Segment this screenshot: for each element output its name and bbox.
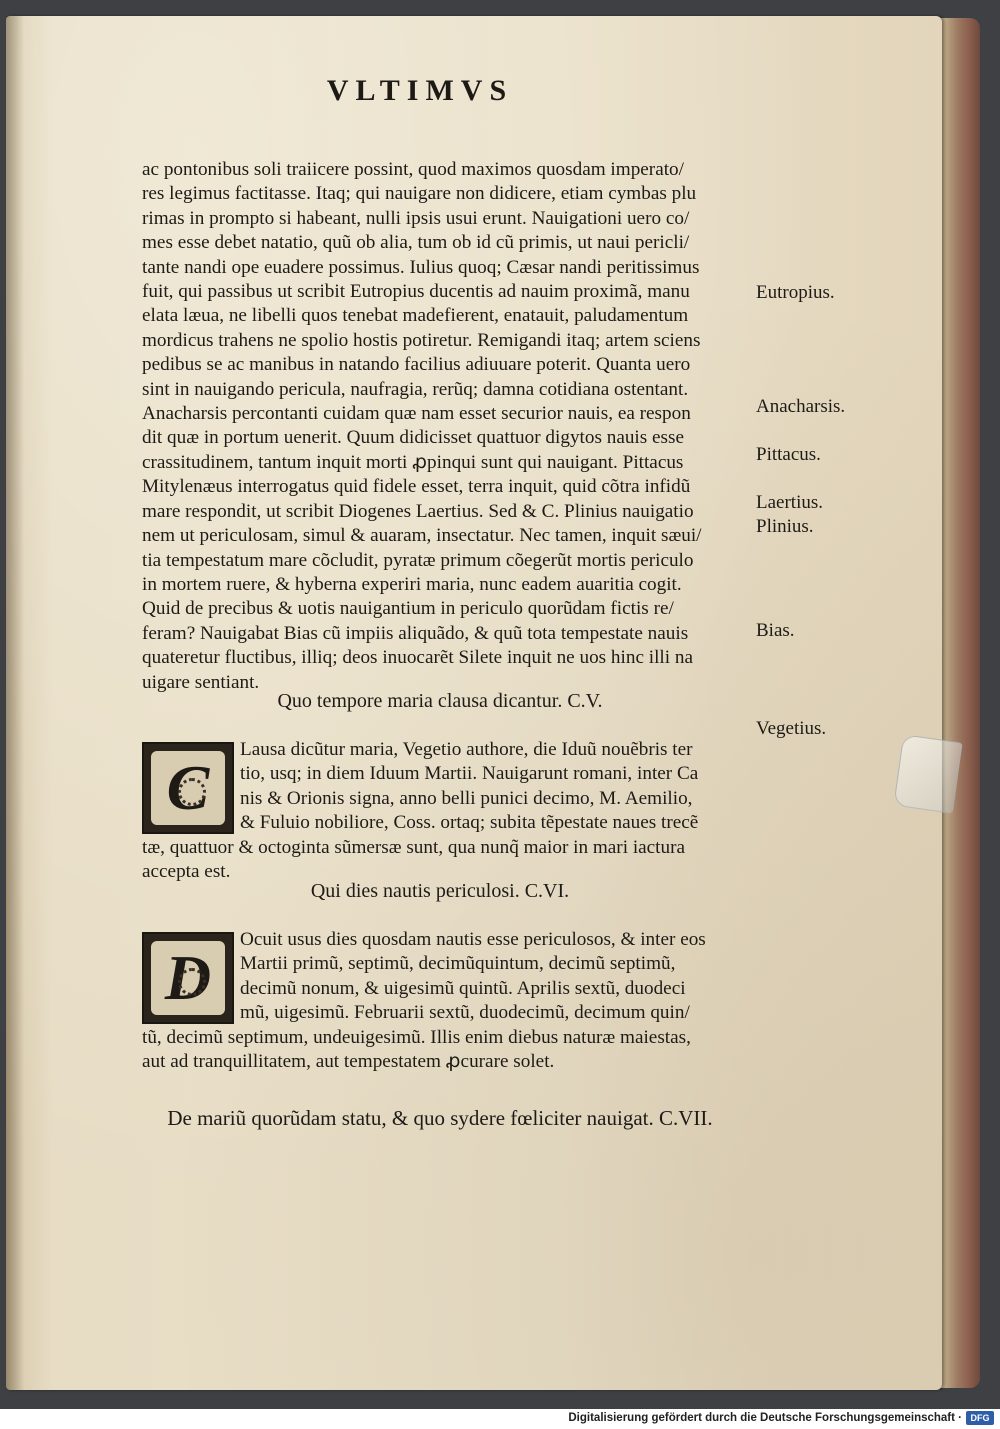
text-line: fuit, qui passibus ut scribit Eutropius ducentis ad nauim proximã, manu	[142, 281, 690, 303]
text-line: nis & Orionis signa, anno belli punici decimo, M. Aemilio,	[240, 787, 693, 809]
chapter-heading-cvii: De mariũ quorũdam statu, & quo sydere fœliciter nauigat. C.VII.	[167, 1106, 713, 1130]
margin-note-pittacus: Pittacus.	[756, 444, 821, 465]
margin-note-bias: Bias.	[756, 620, 795, 641]
text-line: in mortem ruere, & hyberna experiri maria, nunc eadem auaritia cogit.	[142, 573, 682, 595]
margin-note-laertius: Laertius.	[756, 492, 824, 513]
gutter-shadow	[6, 16, 24, 1390]
text-line: Martii primũ, septimũ, decimũquintum, decimũ septimũ,	[240, 953, 676, 975]
initial-letter: D	[164, 942, 212, 1013]
chapter-cv-lines	[142, 738, 738, 884]
text-line: feram? Nauigabat Bias cũ impiis aliquãdo, & quũ tota tempestate nauis	[142, 622, 689, 644]
body-paragraph	[142, 158, 738, 695]
text-line: & Fuluio nobiliore, Coss. ortaq; subita tẽpestate naues trecẽ	[240, 812, 699, 834]
initial-letter: C	[166, 752, 210, 823]
text-line: res legimus factitasse. Itaq; qui nauigare non didicere, etiam cymbas plu	[142, 183, 697, 205]
text-line: Anacharsis percontanti cuidam quæ nam esset securior nauis, ea respon	[142, 403, 691, 425]
text-line: decimũ nonum, & uigesimũ quintũ. Aprilis sextũ, duodeci	[240, 977, 686, 999]
text-line: ac pontonibus soli traiicere possint, quod maximos quosdam imperato/	[142, 159, 684, 180]
text-line: Ocuit usus dies quosdam nautis esse periculosos, & inter eos	[240, 929, 706, 950]
text-line: tante nandi ope euadere possimus. Iulius quoq; Cæsar nandi peritissimus	[142, 256, 700, 278]
text-line: crassitudinem, tantum inquit morti ꝓpinqui sunt qui nauigant. Pittacus	[142, 451, 684, 473]
text-line: tæ, quattuor & octoginta sũmersæ sunt, qua nunq̃ maior in mari iactura	[142, 836, 686, 858]
text-line: mordicus trahens ne spolio hostis potiretur. Remigandi itaq; artem sciens	[142, 329, 701, 351]
text-line: dit quæ in portum uenerit. Quum didicisset quattuor digytos nauis esse	[142, 427, 684, 449]
plastic-clip	[893, 734, 962, 814]
text-line: Lausa dicũtur maria, Vegetio authore, die Iduũ nouẽbris ter	[240, 739, 693, 760]
text-line: Mitylenæus interrogatus quid fidele esset, terra inquit, quid cõtra infidũ	[142, 476, 691, 498]
text-line: pedibus se ac manibus in natando facilius adiuuare poterit. Quanta uero	[142, 354, 691, 376]
text-line: quateretur fluctibus, illiq; deos inuocarẽt Silete inquit ne uos hinc illi na	[142, 647, 693, 669]
chapter-cvi-lines	[142, 928, 738, 1074]
text-line: mes esse debet natatio, quũ ob alia, tum ob id cũ primis, ut naui pericli/	[142, 232, 690, 254]
text-line: elata læua, ne libelli quos tenebat madefierent, enatauit, paludamentum	[142, 305, 689, 327]
text-line: uigare sentiant.	[142, 671, 260, 693]
text-line: sint in nauigando pericula, naufragia, rerũq; damna cotidiana ostentant.	[142, 378, 689, 400]
text-line: rimas in prompto si habeant, nulli ipsis usui erunt. Nauigationi uero co/	[142, 207, 690, 229]
text-line: tia tempestatum mare cõcludit, pyratæ primum cõegerũt mortis periculo	[142, 549, 694, 571]
dfg-logo: DFG	[966, 1411, 994, 1425]
margin-note-eutropius: Eutropius.	[756, 282, 835, 303]
text-line: accepta est.	[142, 861, 231, 883]
text-line: tio, usq; in diem Iduum Martii. Nauigarunt romani, inter Ca	[240, 763, 699, 785]
margin-note-vegetius: Vegetius.	[756, 718, 827, 739]
margin-note-anacharsis: Anacharsis.	[756, 396, 846, 417]
running-head: VLTIMVS	[326, 74, 514, 107]
text-line: mare respondit, ut scribit Diogenes Laertius. Sed & C. Plinius nauigatio	[142, 500, 694, 522]
chapter-heading-cv: Quo tempore maria clausa dicantur. C.V.	[277, 690, 603, 712]
chapter-heading-cvi: Qui dies nautis periculosi. C.VI.	[310, 880, 570, 902]
footer-credit: Digitalisierung gefördert durch die Deutsche Forschungsgemeinschaft ·	[568, 1412, 962, 1424]
margin-note-plinius: Plinius.	[756, 516, 814, 537]
text-line: aut ad tranquillitatem, aut tempestatem ꝓcurare solet.	[142, 1051, 555, 1073]
text-line: mũ, uigesimũ. Februarii sextũ, duodecimũ, decimum quin/	[240, 1002, 690, 1024]
text-line: nem ut periculosam, simul & auaram, insectatur. Nec tamen, inquit sæui/	[142, 525, 702, 547]
text-line: Quid de precibus & uotis nauigantium in periculo quorũdam fictis re/	[142, 598, 674, 620]
text-line: tũ, decimũ septimum, undeuigesimũ. Illis enim diebus naturæ maiestas,	[142, 1026, 691, 1048]
